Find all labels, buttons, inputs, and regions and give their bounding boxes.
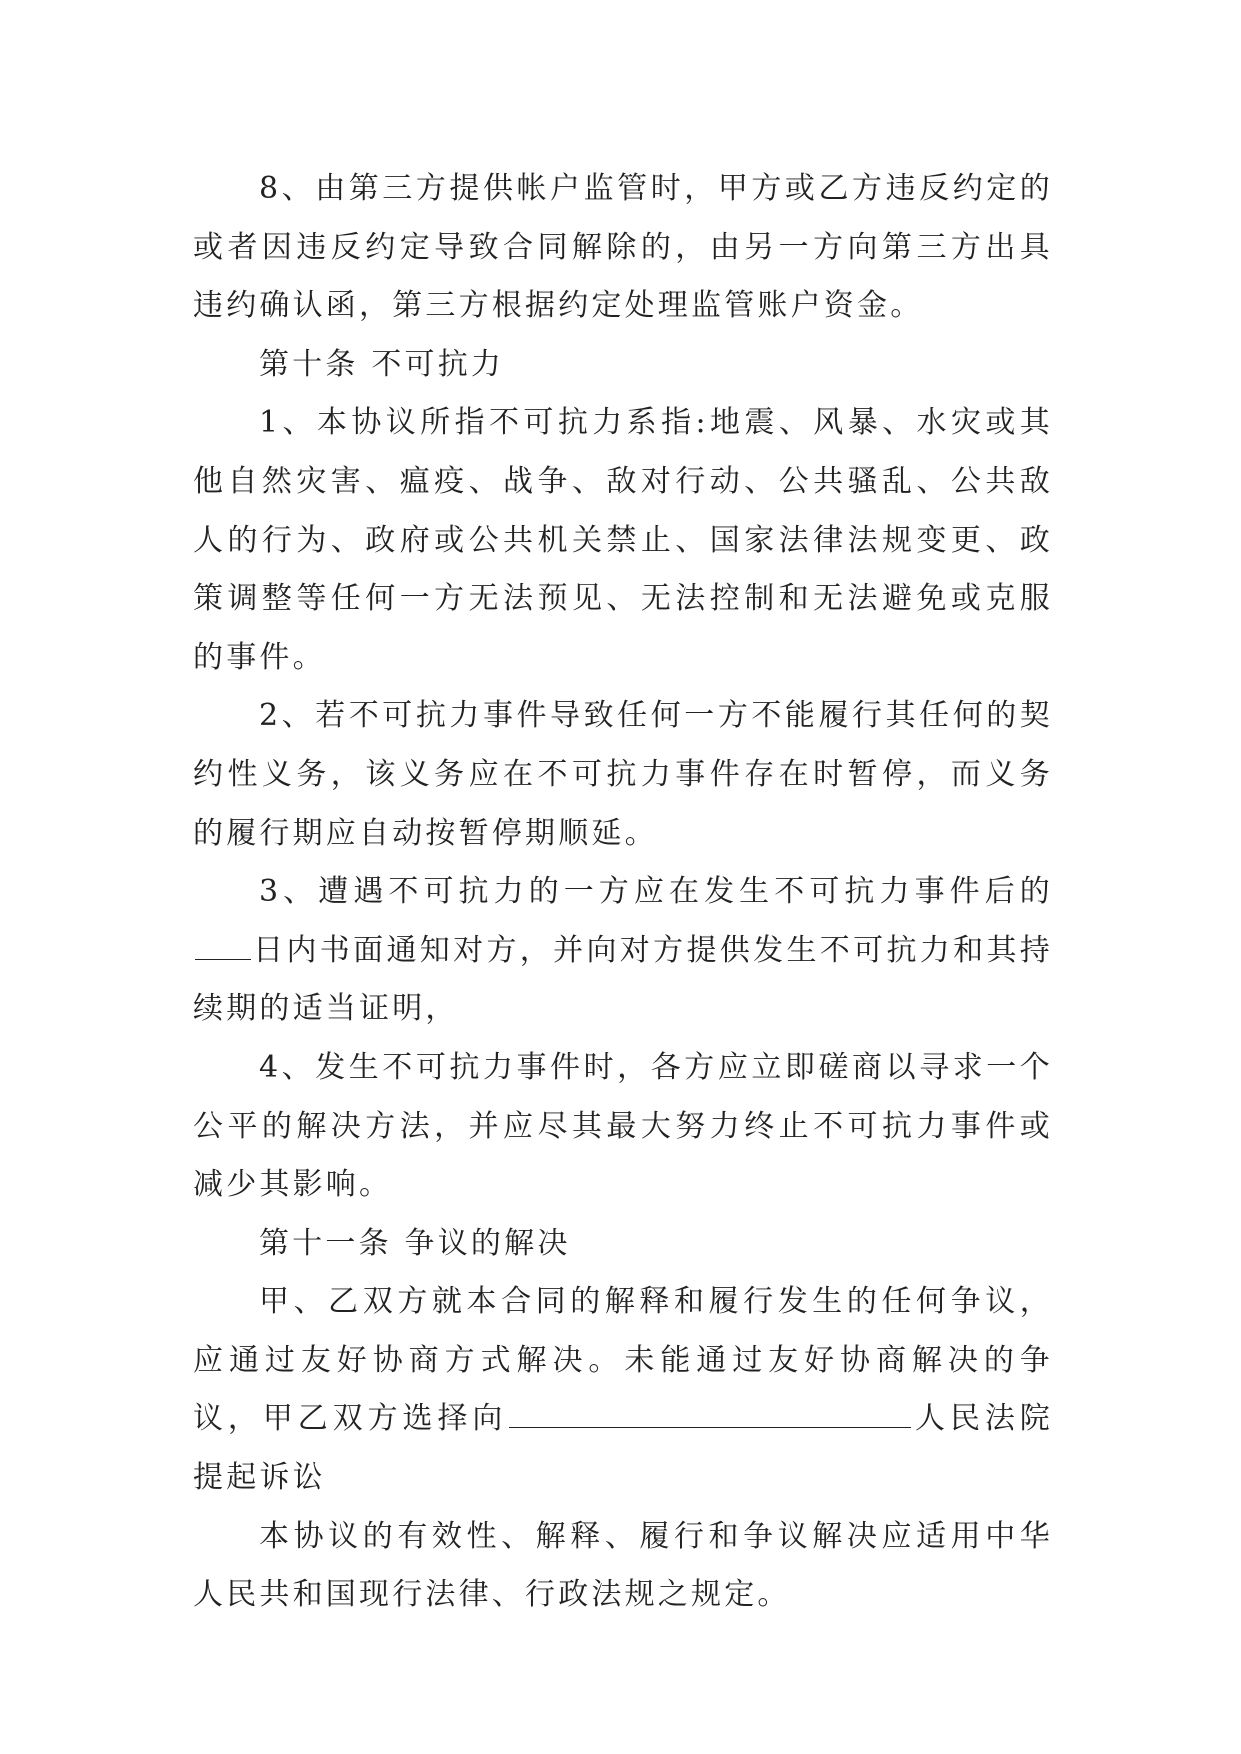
heading-article-11: 第十一条 争议的解决 [259,1225,571,1261]
paragraph-dispute-1-part-1: 甲、乙双方就本合同的解释和履行发生的任何争议，应通过友好协商方式解决。未能通过友好协商解决的争议，甲乙双方选择向 [193,1284,1053,1437]
heading-article-10: 第十条 不可抗力 [259,346,505,382]
document-body [193,160,1053,1625]
paragraph-force-majeure-3-part-1: 3、遭遇不可抗力的一方应在发生不可抗力事件后的 [259,874,1053,910]
paragraph-force-majeure-3-part-2: 日内书面通知对方，并向对方提供发生不可抗力和其持续期的适当证明， [193,932,1053,1027]
paragraph-dispute-1-part-2: 人民法院提起诉讼 [193,1401,1053,1496]
paragraph-force-majeure-1: 1、本协议所指不可抗力系指:地震、风暴、水灾或其他自然灾害、瘟疫、战争、敌对行动、公共骚乱、公共敌人的行为、政府或公共机关禁止、国家法律法规变更、政策调整等任何一方无法预见、无法控制和无法避免或克服的事件。 [193,405,1053,675]
paragraph-force-majeure-4: 4、发生不可抗力事件时，各方应立即磋商以寻求一个公平的解决方法，并应尽其最大努力终止不可抗力事件或减少其影响。 [193,1049,1053,1203]
paragraph-governing-law: 本协议的有效性、解释、履行和争议解决应适用中华人民共和国现行法律、行政法规之规定。 [193,1518,1053,1613]
paragraph-force-majeure-3 [193,863,1053,1039]
blank-days-field [195,929,251,960]
blank-court-field [509,1397,911,1428]
paragraph-force-majeure-2: 2、若不可抗力事件导致任何一方不能履行其任何的契约性义务，该义务应在不可抗力事件存在时暂停，而义务的履行期应自动按暂停期顺延。 [193,698,1053,851]
paragraph-dispute-1 [193,1273,1053,1507]
paragraph-clause-8: 8、由第三方提供帐户监管时，甲方或乙方违反约定的或者因违反约定导致合同解除的，由另一方向第三方出具违约确认函，第三方根据约定处理监管账户资金。 [193,171,1053,324]
